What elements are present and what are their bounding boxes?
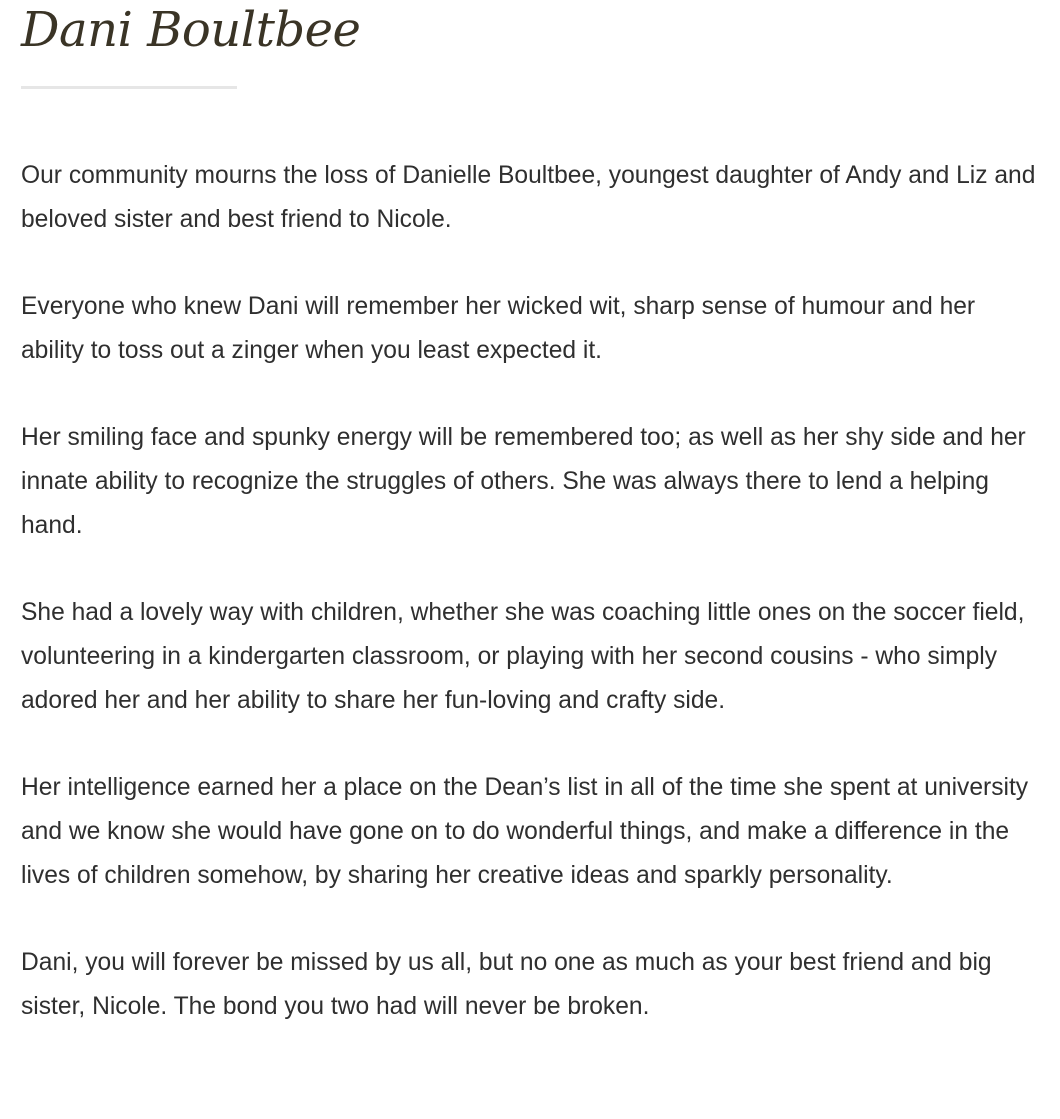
paragraph-4: She had a lovely way with children, whether she was coaching little ones on the soccer field, volunteering in a kindergarten classroom, or playing with her second cousins - who simply adored her and her ability to share her fun-loving and crafty side. <box>21 599 1025 714</box>
paragraph-3: Her smiling face and spunky energy will be remembered too; as well as her shy side and her innate ability to recognize the struggles of others. She was always there to lend a helping hand. <box>21 424 1026 539</box>
title-divider <box>21 86 237 89</box>
paragraph-2: Everyone who knew Dani will remember her wicked wit, sharp sense of humour and her ability to toss out a zinger when you least expected it. <box>21 293 976 364</box>
obituary-article <box>21 0 1041 1072</box>
paragraph-6: Dani, you will forever be missed by us all, but no one as much as your best friend and big sister, Nicole. The bond you two had will never be broken. <box>21 949 992 1020</box>
paragraph-5: Her intelligence earned her a place on the Dean’s list in all of the time she spent at university and we know she would have gone on to do wonderful things, and make a difference in the lives of children somehow, by sharing her creative ideas and sparkly personality. <box>21 774 1029 889</box>
article-body <box>21 154 1041 1029</box>
paragraph-1: Our community mourns the loss of Danielle Boultbee, youngest daughter of Andy and Liz and beloved sister and best friend to Nicole. <box>21 162 1036 233</box>
page-title: Dani Boultbee <box>21 2 361 58</box>
